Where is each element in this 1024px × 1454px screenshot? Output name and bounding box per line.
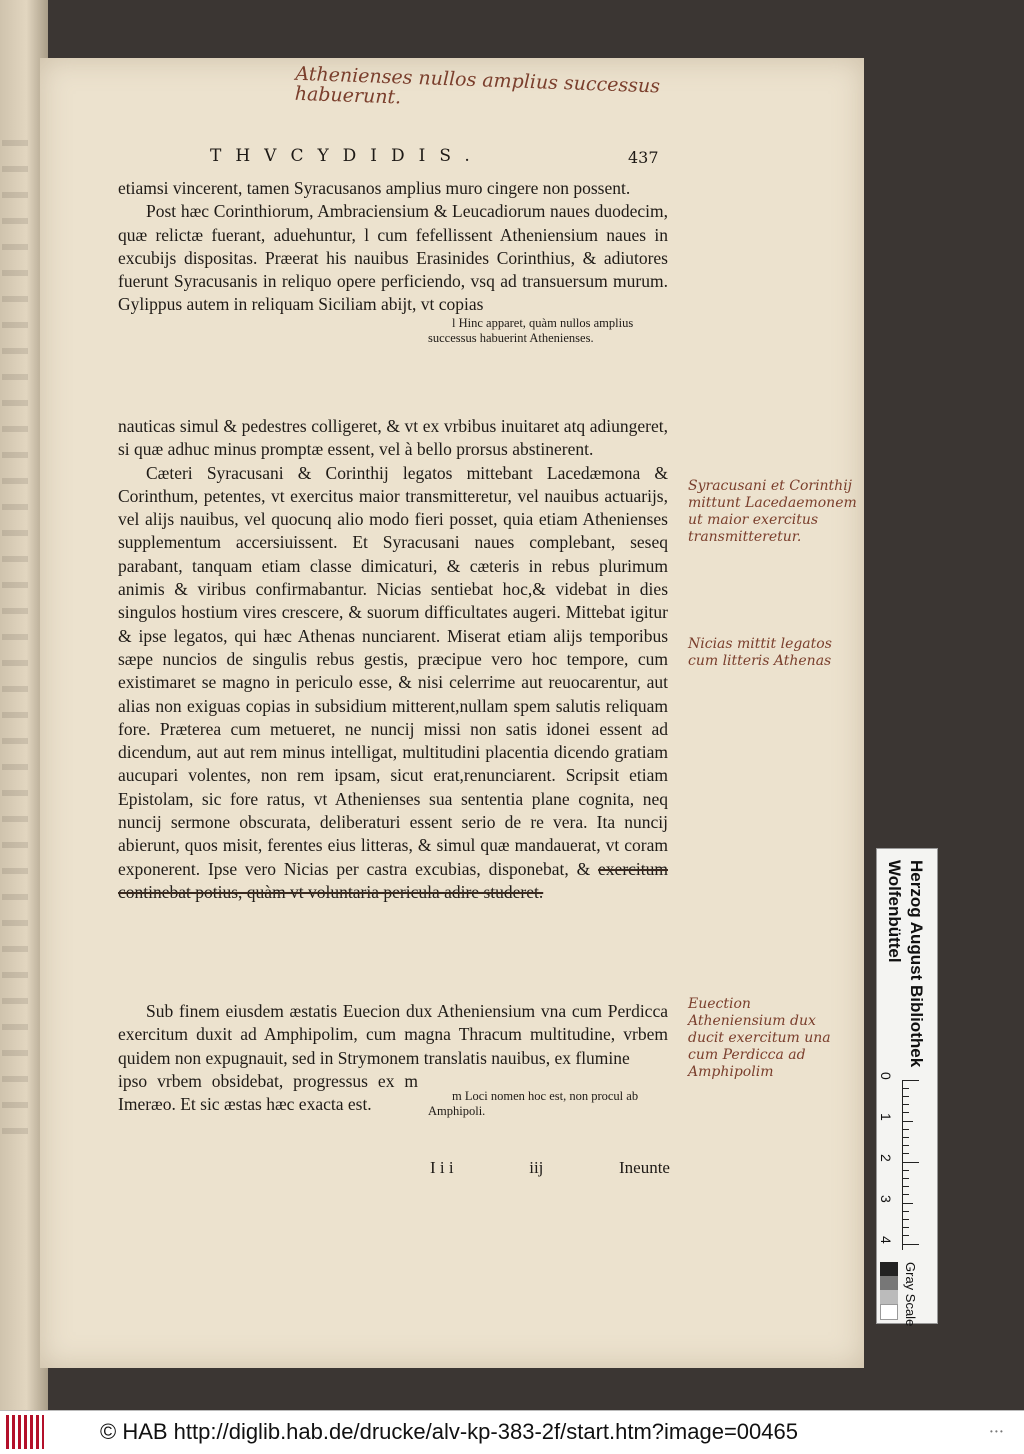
copyright-url[interactable]: © HAB http://diglib.hab.de/drucke/alv-kp-383-2f/start.htm?image=00465	[100, 1419, 798, 1444]
paragraph-4-narrow: ipso vrbem obsidebat, progressus ex m Imeræo. Et sic æstas hæc exacta est.	[118, 1070, 418, 1115]
ruler-number-2: 2	[878, 1154, 894, 1162]
signature-mark: I i i	[430, 1158, 454, 1177]
struck-text: exercitum continebat potius, quàm vt voluntaria pericula adire studeret.	[118, 858, 668, 902]
ruler-number-0: 0	[878, 1072, 894, 1080]
facing-page-text	[2, 140, 28, 1140]
paragraph-3	[118, 462, 668, 905]
hab-logo-icon	[6, 1415, 44, 1449]
running-head: THVCYDIDIS.	[210, 146, 484, 166]
footer-bar	[0, 1410, 1024, 1454]
library-name: Herzog August Bibliothek	[907, 860, 926, 1068]
paragraph-2-narrow: Post hæc Corinthiorum, Ambraciensium & Leucadiorum naues duodecim, quæ relictæ fuerant, aduehuntur, l cum fefellissent Atheniensium naues in excubijs dispositas. Præerat his nauibus Erasinides Corinthius, & adiutores fuerunt Syracusanis in reliquo opere perficiendo, vsq ad transuersum murum. Gylippus autem in reliquam Siciliam abijt, vt copias	[118, 201, 668, 315]
ruler-number-3: 3	[878, 1195, 894, 1203]
sidenote-m: m Loci nomen hoc est, non procul ab Amphipoli.	[428, 1089, 639, 1118]
footer-dots: • • •	[990, 1427, 1003, 1436]
text-block-top	[118, 177, 668, 317]
ruler-number-4: 4	[878, 1236, 894, 1244]
paragraph-3-text: Cæteri Syracusani & Corinthij legatos mittebant Lacedæmona & Corinthum, petentes, vt exercitus maior transmitteretur, vel nauibus actuarijs, vel alijs nauibus, vel quocunq alio modo fieri posset, quia etiam Athenienses supplementum accersiuissent. Et Syracusani naues complebant, seseq parabant, tanquam etiam classe dimicaturi, & cæteris in rebus plurimum animis & viribus confirmabantur. Nicias sentiebat hoc,& videbat in dies singulos hostium vires crescere, & suorum difficultates augeri. Mittebat igitur & ipse legatos, qui hæc Athenas nunciarent. Miserat etiam alijs temporibus sæpe nuncios de singulis rebus gestis, præcipue vero hoc tempore, cum existimaret se magno in periculo esse, & nisi celerrime aut reuocarentur, aut alias non exiguas copias in subsidium mitterent,nullam spem salutis reliquam fore. Præterea cum metueret, ne nuncij missi non satis idonei essent ad dicendum, aut aut rem minus intelligat, multitudini placentia dicendo gratiam aucupari volentes, non rem ipsam, sicut erat,renunciarent. Scripsit etiam Epistolam, sic fore ratus, vt Athenienses sua sententia plane cognita, neq nuncij sermone obscurata, deliberaturi essent serio de re vera. Ita nuncij abierunt, quos misit, ferentes eius litteras, & simul quæ mandauerat, vt coram exponerent. Ipse vero Nicias per castra excubias, disponebat, &	[118, 462, 668, 879]
gray-scale-patches	[880, 1262, 898, 1318]
margin-note-3: Euection Atheniensium dux ducit exercitum una cum Perdicca ad Amphipolim	[688, 996, 831, 1080]
signature-line	[430, 1158, 670, 1178]
page-number: 437	[628, 148, 659, 167]
sidenote-l: l Hinc apparet, quàm nullos amplius successus habuerint Athenienses.	[428, 316, 634, 345]
gray-scale-label: Gray Scale	[903, 1262, 918, 1327]
margin-note-2: Nicias mittit legatos cum litteris Athenas	[688, 636, 832, 669]
paragraph-4: Sub finem eiusdem æstatis Euecion dux Atheniensium vna cum Perdicca exercitum duxit ad Amphipolim, cum magna Thracum multitudine, vrbem quidem non expugnauit, sed in Strymonem translatis nauibus, ex flumine	[118, 1001, 668, 1068]
library-city: Wolfenbüttel	[885, 860, 904, 963]
paragraph-2-rest: nauticas simul & pedestres colligeret, & vt ex vrbibus inuitaret atq adiungeret, si quæ adhuc minus promptæ essent, vel à bello prorsus abstinerent.	[118, 416, 668, 460]
text-block-main	[118, 415, 668, 904]
top-handwritten-note: Athenienses nullos amplius successus habuerunt.	[294, 62, 661, 109]
ruler-scale	[902, 1080, 923, 1250]
ruler-number-1: 1	[878, 1113, 894, 1121]
margin-note-1: Syracusani et Corinthij mittunt Lacedaemonem ut maior exercitus transmitteretur.	[688, 478, 857, 545]
catchword: Ineunte	[619, 1158, 670, 1177]
paragraph-1: etiamsi vincerent, tamen Syracusanos amplius muro cingere non possent.	[118, 178, 631, 198]
signature-mark-2: iij	[529, 1158, 544, 1177]
library-label	[883, 860, 927, 1080]
